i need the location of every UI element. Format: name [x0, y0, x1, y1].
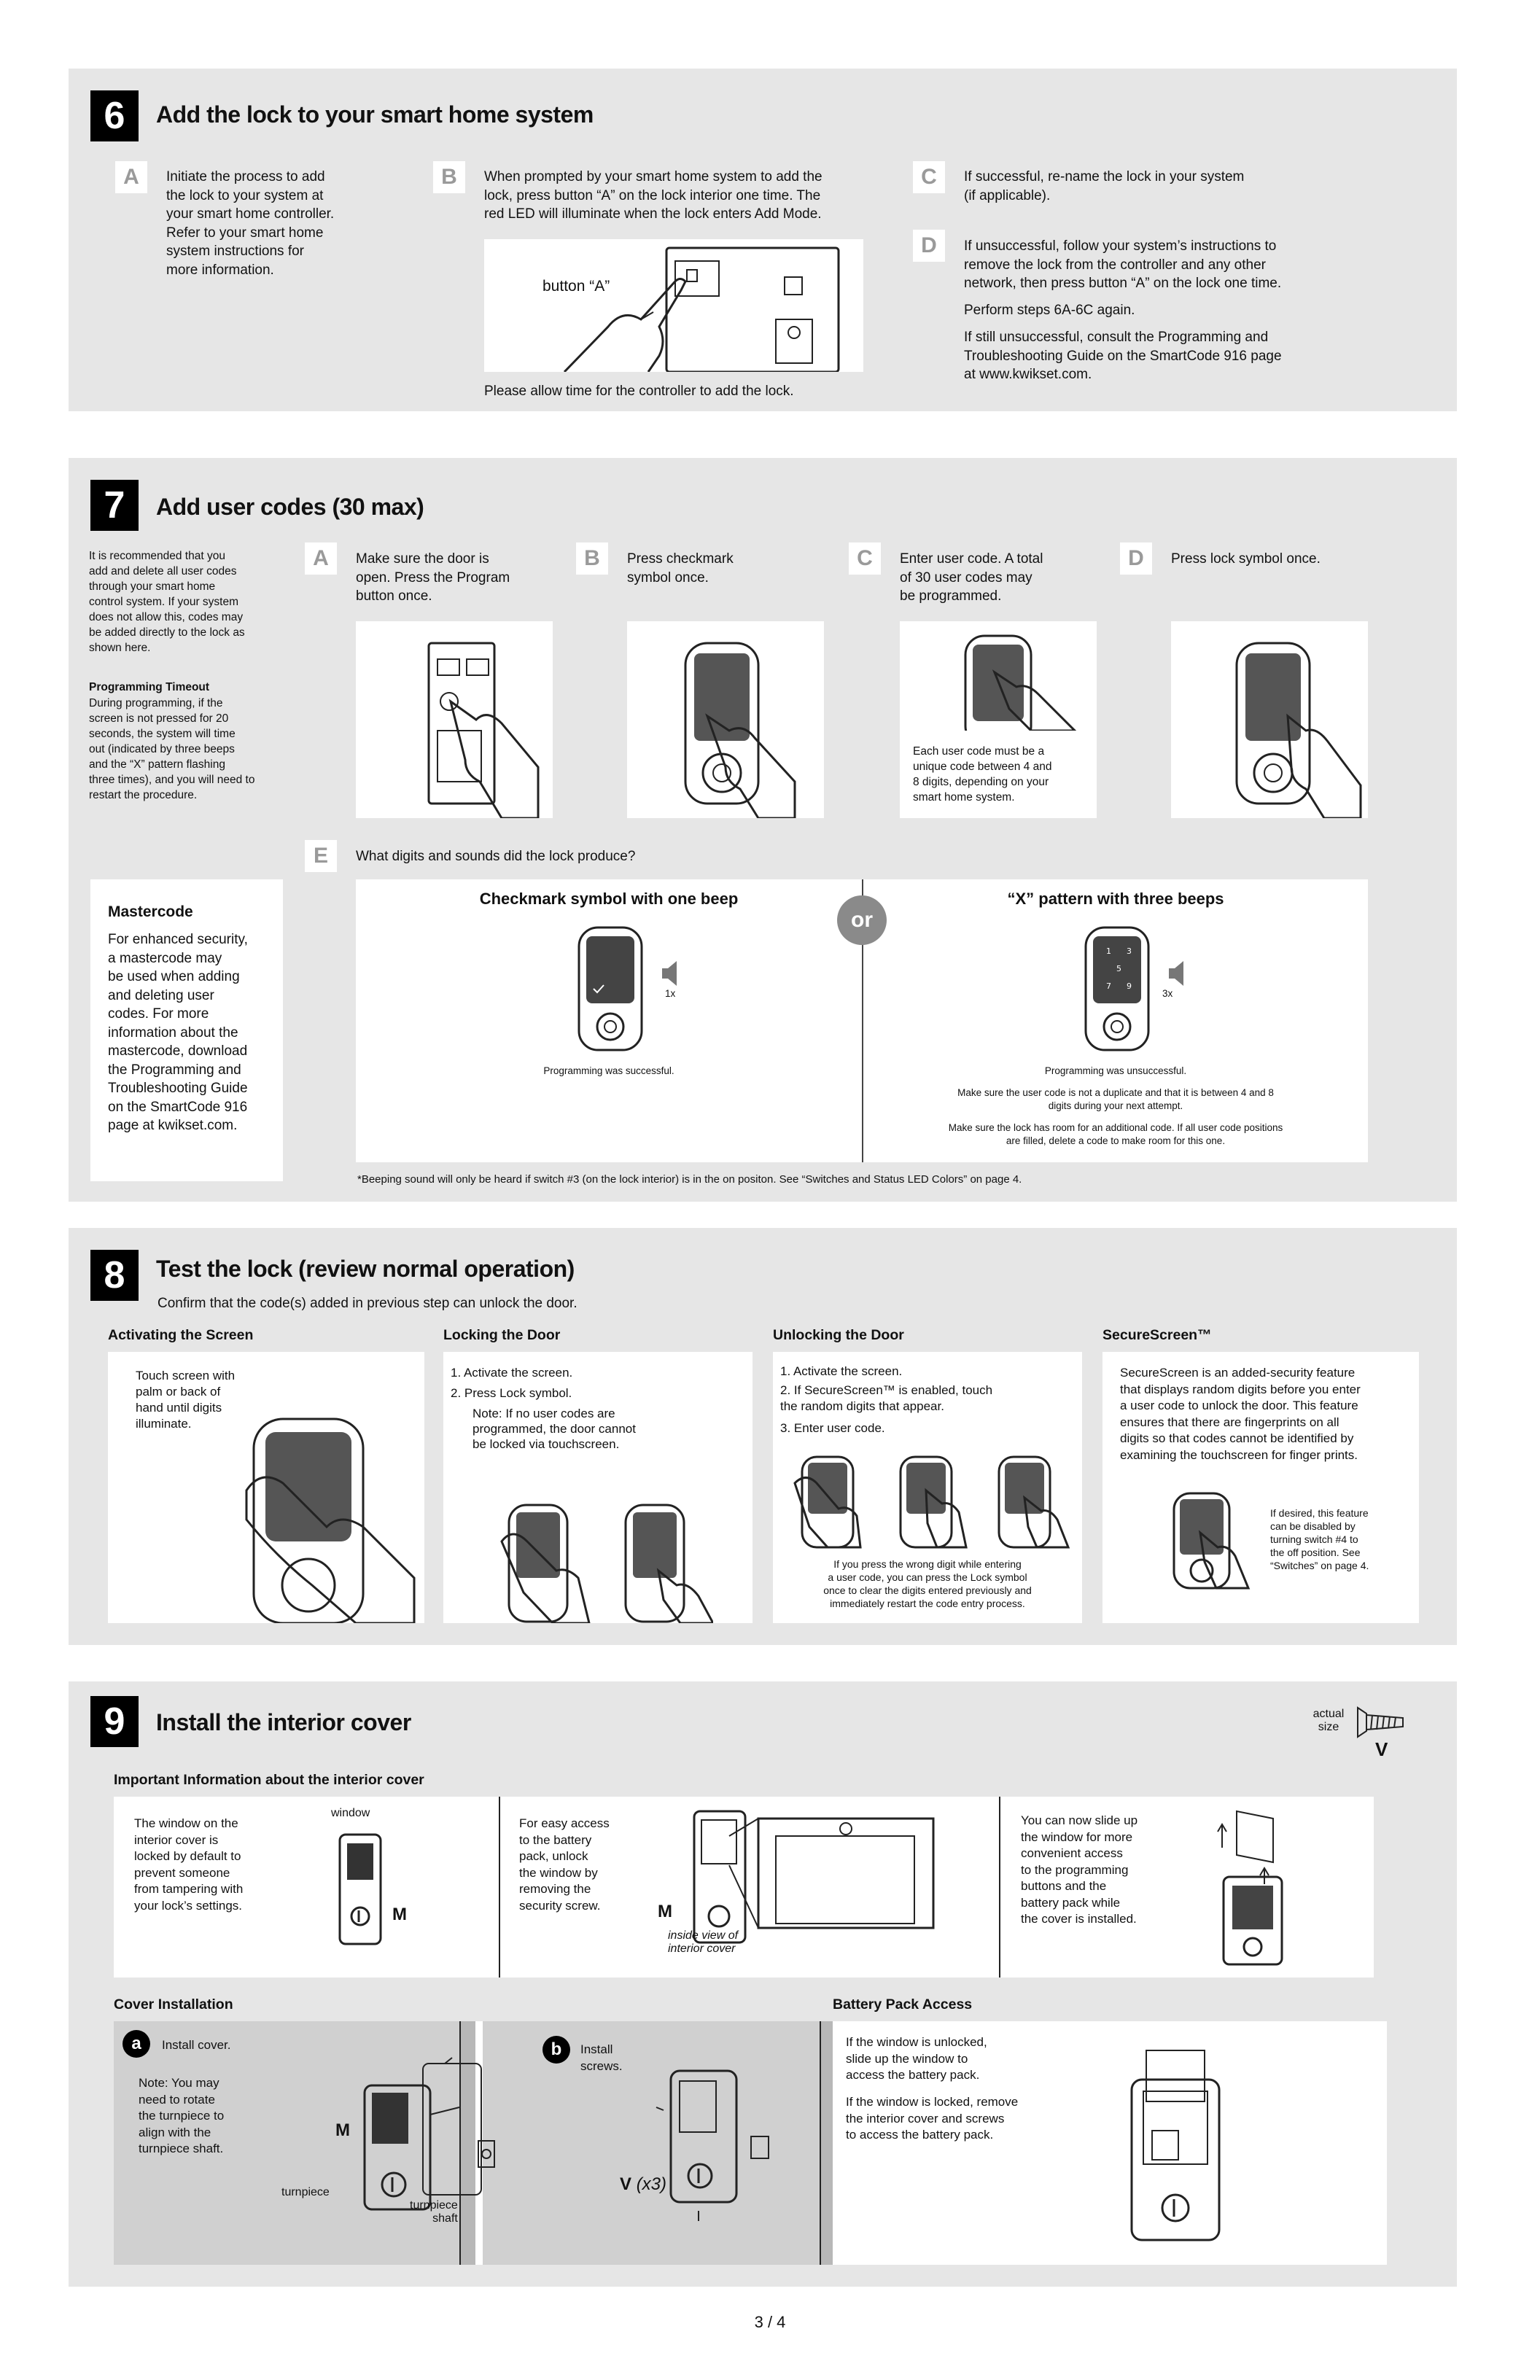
securescreen-note: If desired, this feature can be disabled by turning switch #4 to the off position. See “Switches” on page 4.	[1270, 1507, 1369, 1571]
fail-title: “X” pattern with three beeps	[1007, 890, 1224, 908]
step-6a-letter: A	[115, 161, 147, 193]
step-7c-letter: C	[849, 542, 881, 575]
turnpiece-shaft-label: turnpiece shaft	[410, 2199, 458, 2225]
important-info-title: Important Information about the interior cover	[114, 1772, 424, 1788]
install-cover-text: Install cover.	[162, 2038, 231, 2052]
step-6d-letter: D	[913, 230, 945, 262]
step-7b-illustration	[627, 621, 824, 818]
step-6b-note: Please allow time for the controller to add the lock.	[484, 384, 794, 399]
important-divider-2	[999, 1797, 1000, 1978]
step-7a-illustration	[356, 621, 553, 818]
svg-text:1: 1	[1106, 946, 1111, 956]
activating-screen-title: Activating the Screen	[108, 1327, 254, 1343]
success-beep-count: 1x	[665, 988, 676, 999]
programming-timeout-title: Programming Timeout	[89, 681, 210, 693]
badge-a	[122, 2030, 150, 2058]
badge-b-label: b	[551, 2039, 562, 2059]
step-7c-illustration	[900, 621, 1097, 818]
lock-x-pattern-illustration	[1081, 923, 1198, 1054]
mastercode-text: For enhanced security, a mastercode may be used when adding and deleting user codes. For more information about the mastercode, download the Programming and Troubleshooting Guide on the SmartCode 916 page at kwikset.com.	[108, 932, 248, 1133]
section-7-title: Add user codes (30 max)	[156, 494, 424, 520]
step-number-7: 7	[90, 480, 139, 531]
step-6b-letter: B	[433, 161, 465, 193]
unlocking-step-3: 3. Enter user code.	[780, 1421, 885, 1435]
activating-screen-panel	[108, 1352, 424, 1623]
section-9-title: Install the interior cover	[156, 1709, 411, 1735]
turnpiece-label: turnpiece	[281, 2186, 330, 2198]
inside-view-label: inside view of interior cover	[668, 1929, 739, 1955]
step-7d-illustration	[1171, 621, 1368, 818]
window-label: window	[331, 1807, 370, 1819]
cover-window-text: The window on the interior cover is locked by default to prevent someone from tampering with your lock’s settings.	[134, 1816, 244, 1913]
slide-window-illustration	[1208, 1804, 1310, 1970]
securescreen-text: SecureScreen is an added-security feature that displays random digits before you enter a user code to unlock the door. This feature ensures that there are fingerprints on all digits so that codes cannot be identified by examining the touchscreen for finger prints.	[1120, 1366, 1361, 1462]
button-a-callout: button “A”	[542, 278, 610, 295]
fail-text-3: Make sure the lock has room for an additional code. If all user code positions are filled, delete a code to make room for this one.	[948, 1122, 1283, 1146]
or-badge	[837, 895, 887, 945]
badge-a-label: a	[131, 2034, 141, 2053]
activating-screen-text: Touch screen with palm or back of hand until digits illuminate.	[136, 1369, 236, 1431]
fail-beep-count: 3x	[1162, 988, 1173, 999]
step-6c-letter: C	[913, 161, 945, 193]
battery-pack-panel	[833, 2021, 1387, 2265]
unlocking-step-2: 2. If SecureScreen™ is enabled, touch the random digits that appear.	[780, 1383, 993, 1413]
locking-door-panel	[443, 1352, 752, 1623]
battery-access-text: For easy access to the battery pack, unlock the window by removing the security screw.	[519, 1816, 610, 1913]
step-6d-text-3: If still unsuccessful, consult the Programming and Troubleshooting Guide on the SmartCode 916 page at www.kwikset.com.	[964, 330, 1282, 382]
unlocking-step-1: 1. Activate the screen.	[780, 1364, 903, 1378]
step-7-intro: It is recommended that you add and delete all user codes through your smart home control system. If your system does not allow this, codes may be added directly to the lock as shown here.	[89, 550, 245, 654]
step-6a-text: Initiate the process to add the lock to your system at your smart home controller. Refer to your smart home system instructions for more information.	[166, 169, 335, 278]
step-7c-text: Enter user code. A total of 30 user codes may be programmed.	[900, 551, 1043, 604]
step-6b-text: When prompted by your smart home system to add the lock, press button “A” on the lock interior one time. The red LED will illuminate when the lock enters Add Mode.	[484, 169, 822, 222]
important-divider-1	[499, 1797, 500, 1978]
or-label: or	[851, 908, 873, 932]
svg-text:7: 7	[1106, 981, 1111, 991]
step-7e-letter: E	[305, 840, 337, 872]
locking-door-title: Locking the Door	[443, 1327, 561, 1343]
step-7a-letter: A	[305, 542, 337, 575]
locking-step-2: 2. Press Lock symbol.	[451, 1386, 572, 1400]
v-count: (x3)	[636, 2174, 667, 2194]
actual-size-label: actual size	[1312, 1708, 1345, 1733]
shaft-mount-icon	[474, 2136, 503, 2173]
step-7d-text: Press lock symbol once.	[1171, 551, 1321, 567]
step-6b-illustration	[484, 239, 863, 372]
interior-cover-illustration	[330, 1829, 388, 1953]
unlocking-note: If you press the wrong digit while entering a user code, you can press the Lock symbol once to clear the digits entered previously and immediately restart the code entry process.	[823, 1558, 1032, 1609]
section-6-title: Add the lock to your smart home system	[156, 101, 594, 128]
securescreen-title: SecureScreen™	[1102, 1327, 1212, 1343]
locking-note: Note: If no user codes are programmed, the door cannot be locked via touchscreen.	[472, 1407, 636, 1451]
step-6d-text-2: Perform steps 6A-6C again.	[964, 303, 1135, 318]
svg-text:9: 9	[1127, 981, 1132, 991]
success-title: Checkmark symbol with one beep	[479, 890, 739, 908]
svg-text:5: 5	[1116, 964, 1121, 973]
install-cover-note: Note: You may need to rotate the turnpiece to align with the turnpiece shaft.	[139, 2076, 225, 2155]
step-6c-text: If successful, re-name the lock in your system (if applicable).	[964, 169, 1245, 203]
lock-interior-illustration	[484, 239, 863, 372]
step-7e-text: What digits and sounds did the lock produce?	[356, 849, 636, 864]
battery-text-2: If the window is locked, remove the interior cover and screws to access the battery pack.	[846, 2095, 1019, 2142]
beeping-footnote: *Beeping sound will only be heard if switch #3 (on the lock interior) is in the on positon. See “Switches and Status LED Colors” on page 4.	[357, 1173, 1022, 1186]
m-label-2: M	[658, 1902, 672, 1921]
v-label: V	[620, 2174, 632, 2194]
mastercode-title: Mastercode	[108, 903, 193, 920]
section-8-title: Test the lock (review normal operation)	[156, 1256, 575, 1282]
step-7b-text: Press checkmark symbol once.	[627, 551, 734, 586]
unlocking-door-title: Unlocking the Door	[773, 1327, 904, 1343]
svg-text:3: 3	[1127, 946, 1132, 956]
step-7d-letter: D	[1120, 542, 1152, 575]
fail-text-1: Programming was unsuccessful.	[1044, 1065, 1187, 1076]
m-label-3: M	[335, 2120, 350, 2140]
locking-step-1: 1. Activate the screen.	[451, 1366, 573, 1380]
battery-pack-illustration	[1102, 2043, 1248, 2255]
step-number-6: 6	[90, 90, 139, 141]
step-number-9: 9	[90, 1696, 139, 1747]
unlocking-door-panel	[773, 1352, 1082, 1623]
battery-text-1: If the window is unlocked, slide up the window to access the battery pack.	[846, 2035, 987, 2082]
step-number-8: 8	[90, 1250, 139, 1301]
slide-window-text: You can now slide up the window for more convenient access to the programming buttons and the battery pack while the cover is installed.	[1021, 1813, 1138, 1926]
cover-installation-title: Cover Installation	[114, 1996, 233, 2012]
page-number: 3 / 4	[754, 2313, 786, 2331]
cover-installation-illustration	[350, 2049, 532, 2224]
important-info-panel	[114, 1797, 1374, 1978]
section-8-subtitle: Confirm that the code(s) added in previous step can unlock the door.	[158, 1296, 578, 1311]
programming-timeout-text: During programming, if the screen is not pressed for 20 seconds, the system will time out (indicated by three beeps and the “X” pattern flashing three times), and you will need to restart the procedure.	[89, 697, 255, 801]
battery-pack-access-title: Battery Pack Access	[833, 1996, 973, 2012]
screw-icon	[1356, 1706, 1407, 1743]
badge-b	[542, 2036, 570, 2064]
success-text: Programming was successful.	[543, 1065, 674, 1076]
inside-view-illustration	[685, 1807, 992, 1950]
step-7b-letter: B	[576, 542, 608, 575]
securescreen-panel	[1102, 1352, 1419, 1623]
step-7a-text: Make sure the door is open. Press the Program button once.	[356, 551, 510, 604]
v-label-screws	[620, 2174, 666, 2195]
install-screws-text: Install screws.	[580, 2042, 623, 2073]
step-7c-note: Each user code must be a unique code between 4 and 8 digits, depending on your smart home system.	[913, 745, 1052, 804]
install-screws-illustration	[642, 2056, 788, 2224]
screw-label-v: V	[1375, 1738, 1388, 1760]
m-label-1: M	[392, 1905, 407, 1924]
step-6d-text: If unsuccessful, follow your system’s instructions to remove the lock from the controller and any other network, then press button “A” on the lock one time.	[964, 238, 1282, 291]
fail-text-2: Make sure the user code is not a duplicate and that it is between 4 and 8 digits during your next attempt.	[957, 1087, 1274, 1111]
